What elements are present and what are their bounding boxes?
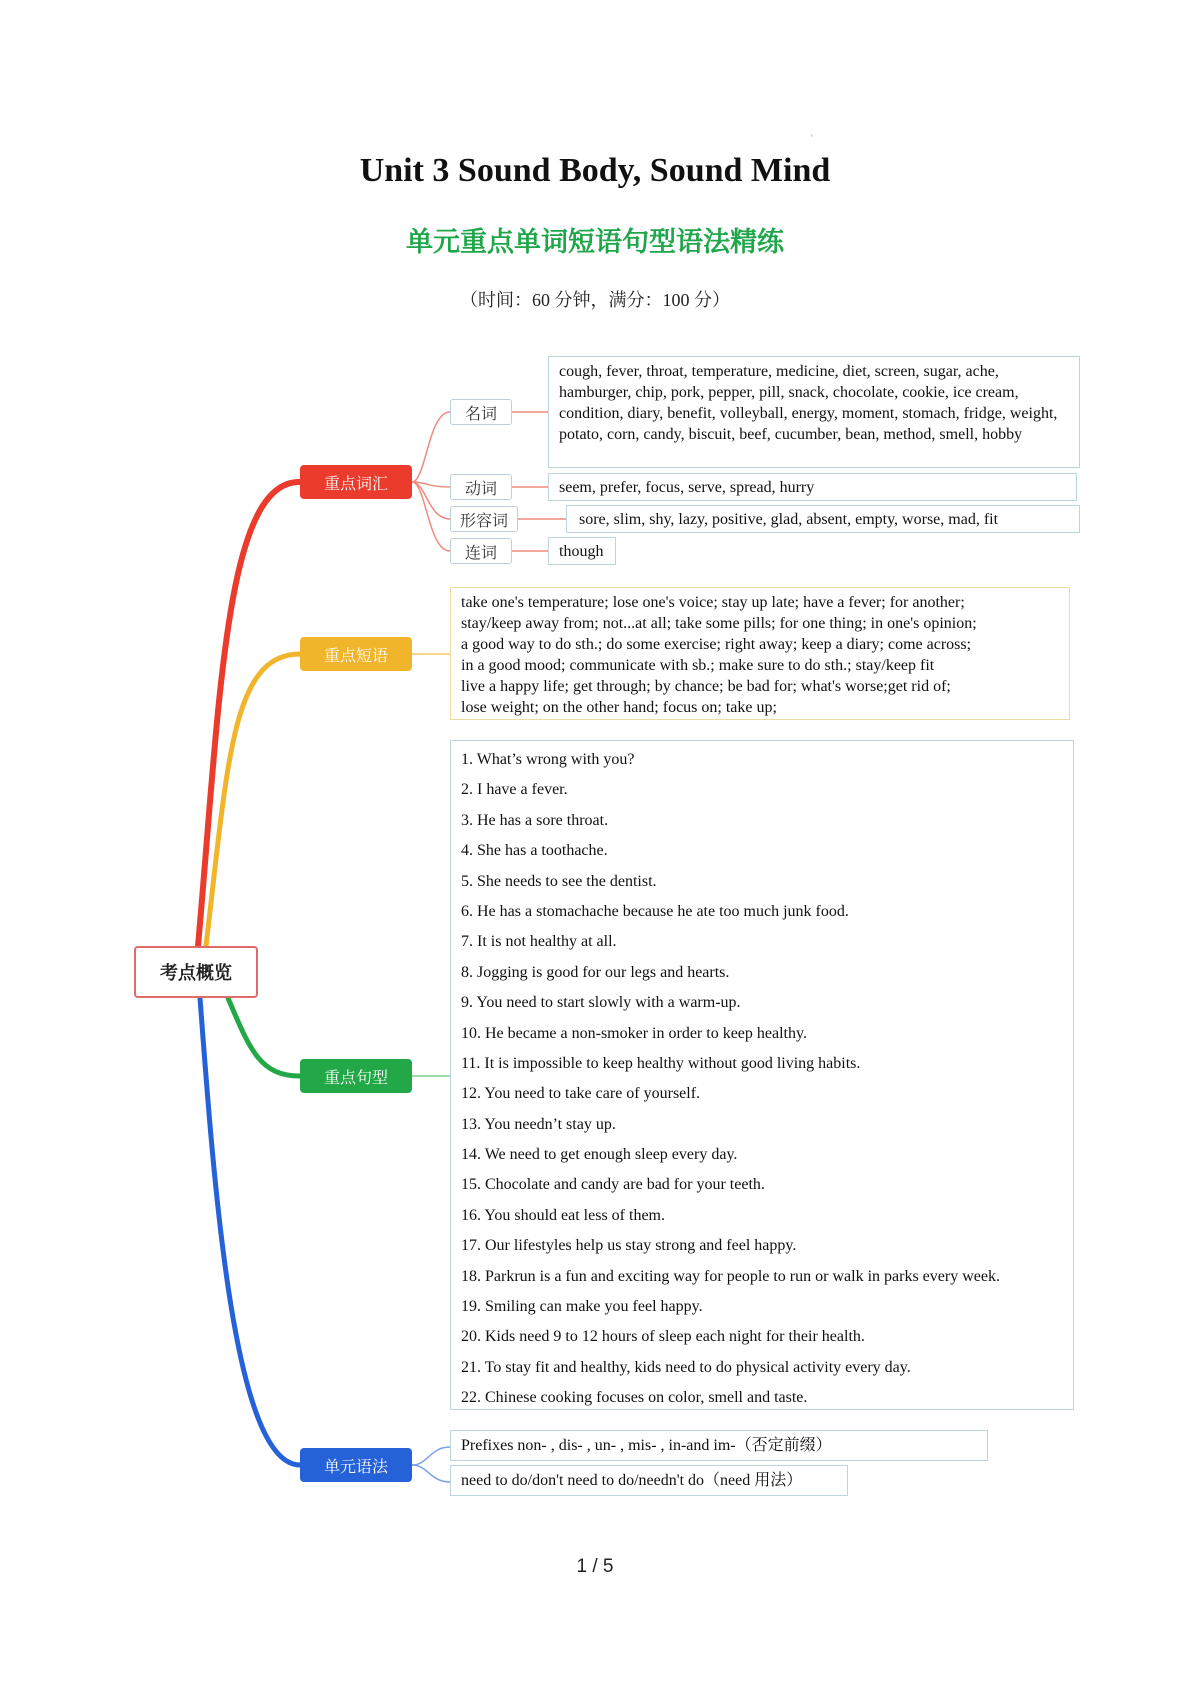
sentence-item: 4. She has a toothache. (461, 842, 608, 860)
sentence-item: 2. I have a fever. (461, 781, 568, 799)
sentence-item: 9. You need to start slowly with a warm-up. (461, 994, 741, 1012)
branch-sentences (228, 998, 300, 1076)
page-number: 1 / 5 (576, 1556, 614, 1577)
mindmap-root: 考点概览 (134, 946, 258, 998)
connector-conjunctions (412, 482, 450, 551)
category-phrases: 重点短语 (300, 637, 412, 671)
adjectives-box: sore, slim, shy, lazy, positive, glad, absent, empty, worse, mad, fit (566, 505, 1080, 533)
sentence-item: 3. He has a sore throat. (461, 811, 609, 829)
grammar-item-2: need to do/don't need to do/needn't do（need 用法） (450, 1465, 848, 1496)
sentence-item: 22. Chinese cooking focuses on color, smell and taste. (461, 1389, 808, 1407)
connector-grammar-1 (412, 1447, 450, 1465)
sub-nouns-label: 名词 (450, 399, 512, 425)
corner-mark: ' (811, 133, 813, 143)
sentences-box (450, 740, 1074, 1410)
sentence-item: 17. Our lifestyles help us stay strong and feel happy. (461, 1237, 797, 1255)
sub-verbs-label: 动词 (450, 474, 512, 500)
connector-nouns (412, 412, 450, 482)
sentence-item: 19. Smiling can make you feel happy. (461, 1298, 703, 1316)
category-vocabulary: 重点词汇 (300, 465, 412, 499)
sentence-item: 14. We need to get enough sleep every day. (461, 1146, 738, 1164)
sentence-item: 15. Chocolate and candy are bad for your teeth. (461, 1176, 765, 1194)
connector-grammar-2 (412, 1465, 450, 1482)
nouns-box: cough, fever, throat, temperature, medicine, diet, screen, sugar, ache, hamburger, chip, pork, pepper, pill, snack, chocolate, cookie, ice cream, condition, diary, benefit, volleyball, energy, moment, stomach, fridge, weight, potato, corn, candy, biscuit, beef, cucumber, bean, method, smell, hobby (548, 356, 1080, 468)
sentence-item: 1. What’s wrong with you? (461, 751, 635, 768)
sentence-item: 5. She needs to see the dentist. (461, 872, 657, 890)
branch-grammar (200, 998, 300, 1465)
sub-adjectives-label: 形容词 (450, 506, 518, 532)
phrases-box: take one's temperature; lose one's voice; stay up late; have a fever; for another; stay/keep away from; not...at all; take some pills; for one thing; in one's opinion; a good way to do sth.; do some exercise; right away; keep a diary; come across; in a good mood; communicate with sb.; make sure to do sth.; stay/keep fit live a happy life; get through; by chance; be bad for; what's worse;get rid of; lose weight; on the other hand; focus on; take up; (450, 587, 1070, 720)
category-sentences: 重点句型 (300, 1059, 412, 1093)
sentence-item: 13. You needn’t stay up. (461, 1115, 616, 1133)
conjunctions-box: though (548, 537, 616, 565)
grammar-item-1: Prefixes non- , dis- , un- , mis- , in-and im-（否定前缀） (450, 1430, 988, 1461)
verbs-box: seem, prefer, focus, serve, spread, hurry (548, 473, 1077, 501)
sentence-item: 10. He became a non-smoker in order to keep healthy. (461, 1024, 807, 1042)
sentence-item: 6. He has a stomachache because he ate too much junk food. (461, 902, 849, 920)
sub-conjunctions-label: 连词 (450, 538, 512, 564)
sentence-item: 12. You need to take care of yourself. (461, 1085, 701, 1103)
sentence-item: 16. You should eat less of them. (461, 1206, 665, 1224)
document-subtitle: 单元重点单词短语句型语法精练 (406, 227, 784, 258)
document-title: Unit 3 Sound Body, Sound Mind (359, 152, 831, 189)
sentence-item: 11. It is impossible to keep healthy without good living habits. (461, 1054, 861, 1072)
sentence-item: 8. Jogging is good for our legs and hearts. (461, 963, 730, 981)
time-info: （时间：60 分钟，满分：100 分） (460, 290, 730, 310)
sentence-item: 21. To stay fit and healthy, kids need to do physical activity every day. (461, 1358, 911, 1376)
category-grammar: 单元语法 (300, 1448, 412, 1482)
sentence-item: 18. Parkrun is a fun and exciting way for people to run or walk in parks every week. (461, 1267, 1000, 1285)
sentence-item: 7. It is not healthy at all. (461, 933, 617, 951)
sentence-item: 20. Kids need 9 to 12 hours of sleep each night for their health. (461, 1328, 865, 1346)
